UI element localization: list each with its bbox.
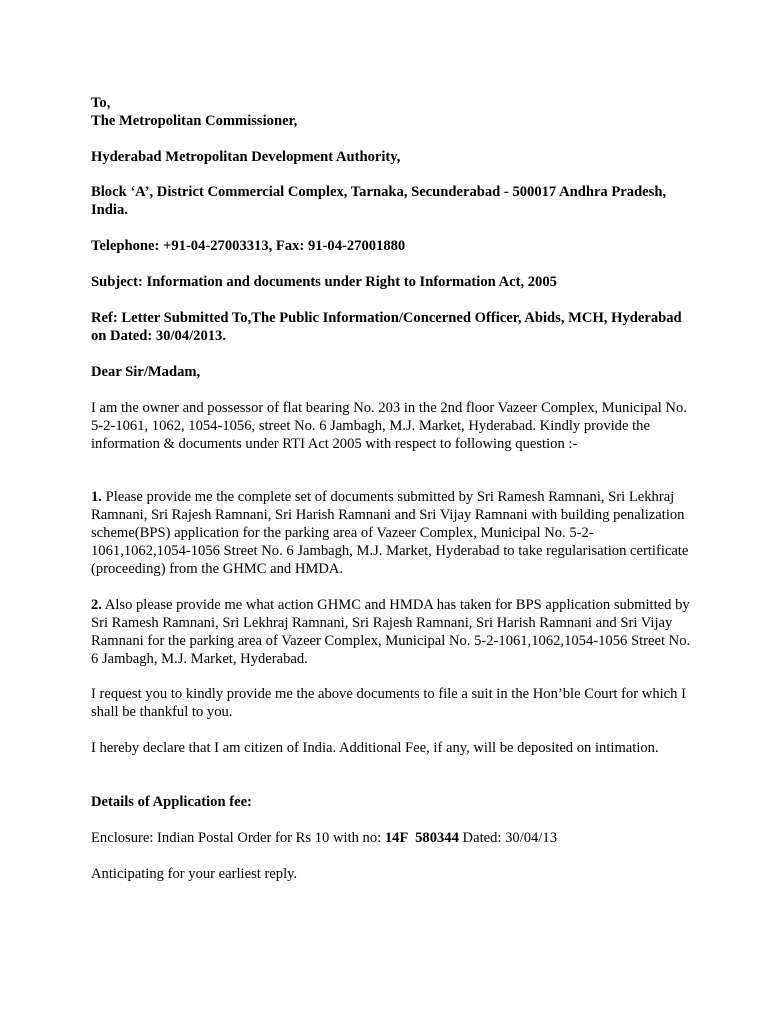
closing-line: Anticipating for your earliest reply.: [91, 866, 298, 882]
point-2-number: 2.: [91, 597, 102, 613]
point-2-text: Also please provide me what action GHMC and HMDA has taken for BPS application submitted by Sri Ramesh Ramnani, Sri Lekhraj Ramnani, Sri Rajesh Ramnani, Sri Harish Ramnani and Sri Vijay Ramnani for the parking area of Vazeer Complex, Municipal No. 5-2-1061,1062,1054-1056 Street No. 6 Jambagh, M.J. Market, Hyderabad.: [91, 597, 691, 667]
addressee: The Metropolitan Commissioner,: [91, 113, 298, 129]
declaration-paragraph: I hereby declare that I am citizen of India. Additional Fee, if any, will be deposited on intimation.: [91, 740, 659, 756]
point-2-paragraph: [91, 596, 691, 668]
postal-order-number: 14F 580344: [384, 830, 459, 846]
enclosure-date: Dated: 30/04/13: [458, 830, 557, 846]
contact-line: Telephone: +91-04-27003313, Fax: 91-04-27001880: [91, 238, 406, 254]
to-line: To,: [91, 95, 111, 111]
point-1-paragraph: [91, 488, 691, 578]
reference-line: Ref: Letter Submitted To,The Public Information/Concerned Officer, Abids, MCH, Hyderabad on Dated: 30/04/2013.: [91, 310, 682, 344]
subject-line: Subject: Information and documents under Right to Information Act, 2005: [91, 274, 557, 290]
organization: Hyderabad Metropolitan Development Authority,: [91, 149, 401, 165]
enclosure-line: [91, 829, 691, 847]
point-1-text: Please provide me the complete set of documents submitted by Sri Ramesh Ramnani, Sri Lekhraj Ramnani, Sri Rajesh Ramnani, Sri Harish Ramnani and Sri Vijay Ramnani with building penalization scheme(BPS) application for the parking area of Vazeer Complex, Municipal No. 5-2-1061,1062,1054-1056 Street No. 6 Jambagh, M.J. Market, Hyderabad to take regularisation certificate (proceeding) from the GHMC and HMDA.: [91, 489, 689, 577]
point-1-number: 1.: [91, 489, 102, 505]
salutation: Dear Sir/Madam,: [91, 364, 201, 380]
fee-heading: Details of Application fee:: [91, 794, 252, 810]
intro-paragraph: I am the owner and possessor of flat bearing No. 203 in the 2nd floor Vazeer Complex, Municipal No. 5-2-1061, 1062, 1054-1056, street No. 6 Jambagh, M.J. Market, Hyderabad. Kindly provide the information & documents under RTI Act 2005 with respect to following question :-: [91, 400, 687, 452]
address: Block ‘A’, District Commercial Complex, Tarnaka, Secunderabad - 500017 Andhra Pradesh, India.: [91, 184, 667, 218]
enclosure-prefix: Enclosure: Indian Postal Order for Rs 10 with no:: [91, 830, 385, 846]
request-paragraph: I request you to kindly provide me the above documents to file a suit in the Hon’ble Court for which I shall be thankful to you.: [91, 686, 686, 720]
